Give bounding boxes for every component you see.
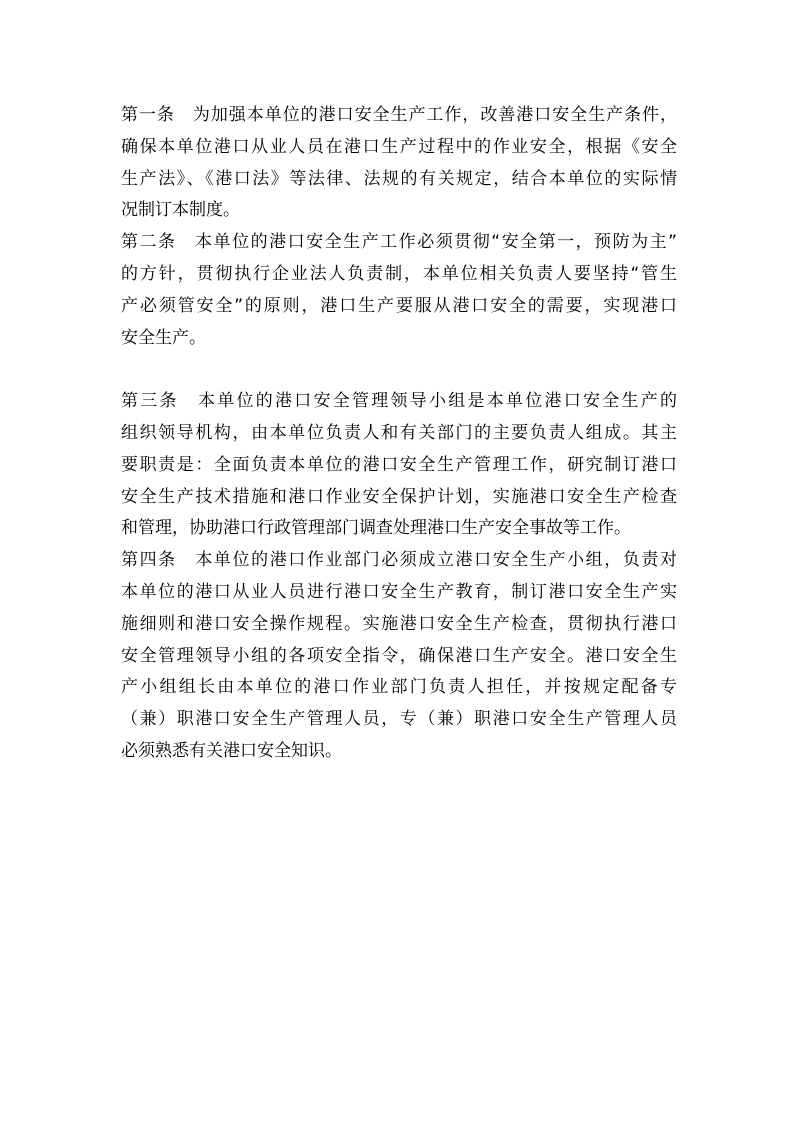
- text-line: 施细则和港口安全操作规程。实施港口安全生产检查，贯彻执行港口: [121, 613, 677, 634]
- text-line: 况制订本制度。: [121, 200, 240, 221]
- text-line: 生产法》、《港口法》等法律、法规的有关规定，结合本单位的实际情: [121, 168, 677, 189]
- text-line: 产必须管安全”的原则，港口生产要服从港口安全的需要，实现港口: [121, 295, 677, 316]
- text-line: 和管理，协助港口行政管理部门调查处理港口生产安全事故等工作。: [121, 518, 631, 539]
- text-line: 必须熟悉有关港口安全知识。: [121, 740, 342, 761]
- text-line: 安全生产。: [121, 327, 206, 348]
- text-line: （兼）职港口安全生产管理人员，专（兼）职港口安全生产管理人员: [121, 709, 677, 730]
- text-line: 产小组组长由本单位的港口作业部门负责人担任，并按规定配备专: [121, 677, 677, 698]
- text-line: 第二条 本单位的港口安全生产工作必须贯彻“安全第一，预防为主”: [121, 232, 677, 253]
- article-1: [121, 100, 677, 227]
- text-line: 安全生产技术措施和港口作业安全保护计划，实施港口安全生产检查: [121, 486, 677, 507]
- text-line: 确保本单位港口从业人员在港口生产过程中的作业安全，根据《安全: [121, 136, 677, 157]
- text-line: 第四条 本单位的港口作业部门必须成立港口安全生产小组，负责对: [121, 550, 677, 571]
- document-body: [121, 100, 677, 768]
- article-3: [121, 386, 677, 545]
- text-line: 第三条 本单位的港口安全管理领导小组是本单位港口安全生产的: [121, 391, 677, 412]
- text-line: 组织领导机构，由本单位负责人和有关部门的主要负责人组成。其主: [121, 422, 677, 443]
- blank-line: [121, 354, 677, 386]
- text-line: 第一条 为加强本单位的港口安全生产工作，改善港口安全生产条件，: [121, 105, 677, 125]
- text-line: 安全管理领导小组的各项安全指令，确保港口生产安全。港口安全生: [121, 645, 677, 666]
- article-2: [121, 227, 677, 354]
- text-line: 的方针，贯彻执行企业法人负责制，本单位相关负责人要坚持“管生: [121, 263, 677, 284]
- text-line: 本单位的港口从业人员进行港口安全生产教育，制订港口安全生产实: [121, 581, 677, 602]
- text-line: 要职责是：全面负责本单位的港口安全生产管理工作，研究制订港口: [121, 454, 677, 475]
- article-4: [121, 545, 677, 768]
